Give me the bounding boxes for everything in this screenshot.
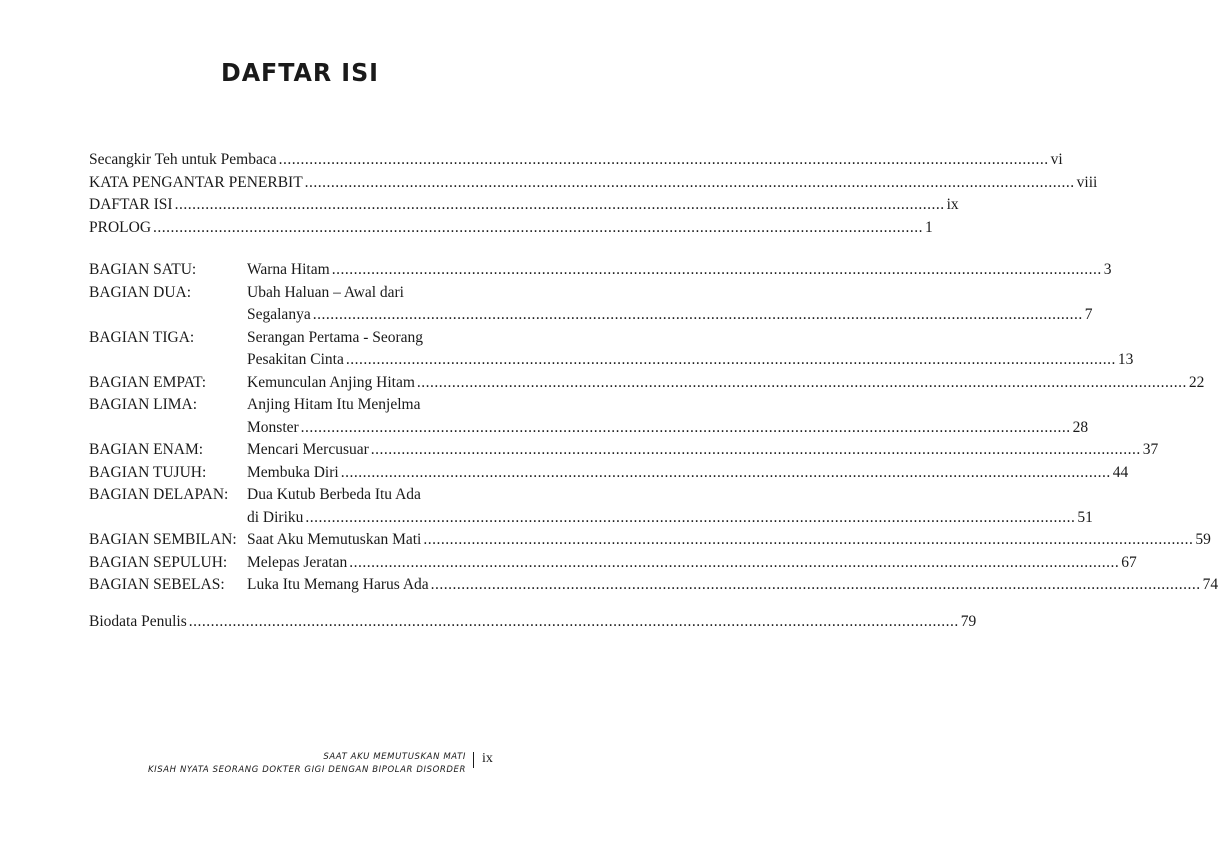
- part-number: BAGIAN DUA:: [89, 283, 192, 301]
- toc-entry[interactable]: [89, 611, 977, 634]
- part-page: 37: [1142, 441, 1159, 458]
- toc-part-entry[interactable]: [89, 372, 1205, 395]
- toc-entry-label: KATA PENGANTAR PENERBIT: [89, 173, 303, 191]
- leader-dots: [349, 552, 1119, 575]
- toc-entry-page: vi: [1050, 151, 1063, 168]
- leader-dots: [417, 372, 1187, 395]
- toc-entry-label: Secangkir Teh untuk Pembaca: [89, 151, 277, 168]
- toc-entry[interactable]: [89, 217, 933, 240]
- toc-part-entry[interactable]: [89, 327, 1134, 372]
- footer-divider: [473, 752, 474, 768]
- part-page: 51: [1077, 508, 1093, 526]
- part-number: BAGIAN ENAM:: [89, 441, 204, 458]
- toc-entry-label: PROLOG: [89, 218, 152, 236]
- leader-dots: [301, 417, 1071, 440]
- parts-list: [89, 259, 1218, 597]
- toc-part-entry[interactable]: [89, 529, 1211, 552]
- part-page: 7: [1084, 306, 1093, 323]
- part-title: Ubah Haluan – Awal dari: [247, 283, 404, 301]
- part-page: 67: [1121, 553, 1137, 571]
- leader-dots: [431, 574, 1201, 597]
- footer-subtitle: KISAH NYATA SEORANG DOKTER GIGI DENGAN BIPOLAR DISORDER: [147, 765, 466, 775]
- part-title: Saat Aku Memutuskan Mati: [247, 531, 422, 548]
- toc-entry[interactable]: [89, 194, 959, 217]
- toc-entry[interactable]: [89, 149, 1063, 172]
- leader-dots: [371, 439, 1141, 462]
- leader-dots: [305, 507, 1075, 530]
- part-page: 44: [1112, 463, 1129, 481]
- part-title-cont: di Diriku: [247, 508, 304, 526]
- part-number: BAGIAN SATU:: [89, 261, 197, 278]
- leader-dots: [279, 149, 1049, 172]
- toc-entry-label: Biodata Penulis: [89, 613, 187, 630]
- toc-part-entry[interactable]: [89, 394, 1089, 439]
- leader-dots: [189, 611, 959, 634]
- leader-dots: [332, 259, 1102, 282]
- part-number: BAGIAN TUJUH:: [89, 463, 207, 481]
- toc-entry-page: 79: [960, 613, 977, 630]
- toc-part-entry[interactable]: [89, 574, 1218, 597]
- part-title: Membuka Diri: [247, 463, 339, 481]
- toc-entry-page: viii: [1076, 173, 1098, 191]
- part-page: 13: [1117, 351, 1134, 368]
- part-title-cont: Pesakitan Cinta: [247, 351, 344, 368]
- leader-dots: [153, 217, 923, 240]
- part-number: BAGIAN EMPAT:: [89, 373, 207, 391]
- toc-entry-label: DAFTAR ISI: [89, 196, 173, 213]
- part-title-cont: Monster: [247, 418, 299, 436]
- part-number: BAGIAN DELAPAN:: [89, 486, 229, 503]
- part-number: BAGIAN SEBELAS:: [89, 576, 225, 593]
- part-page: 22: [1188, 373, 1205, 391]
- leader-dots: [346, 349, 1116, 372]
- back-matter-list: [89, 611, 977, 634]
- page-title: DAFTAR ISI: [221, 58, 379, 87]
- toc-part-entry[interactable]: [89, 439, 1159, 462]
- leader-dots: [305, 172, 1075, 195]
- toc-entry-page: 1: [925, 218, 933, 236]
- footer-book-title: SAAT AKU MEMUTUSKAN MATI: [323, 752, 466, 762]
- part-title-cont: Segalanya: [247, 306, 311, 323]
- toc-part-entry[interactable]: [89, 259, 1112, 282]
- footer-page-number: ix: [482, 751, 493, 766]
- part-title: Melepas Jeratan: [247, 553, 348, 571]
- part-page: 59: [1195, 531, 1211, 548]
- part-number: BAGIAN SEPULUH:: [89, 553, 228, 571]
- leader-dots: [175, 194, 945, 217]
- part-title: Luka Itu Memang Harus Ada: [247, 576, 429, 593]
- part-title: Dua Kutub Berbeda Itu Ada: [247, 486, 421, 503]
- leader-dots: [313, 304, 1083, 327]
- part-title: Kemunculan Anjing Hitam: [247, 373, 415, 391]
- part-page: 28: [1072, 418, 1089, 436]
- part-number: BAGIAN LIMA:: [89, 396, 198, 413]
- leader-dots: [341, 462, 1111, 485]
- part-page: 74: [1202, 576, 1218, 593]
- part-title: Serangan Pertama - Seorang: [247, 328, 424, 346]
- part-number: BAGIAN TIGA:: [89, 328, 195, 346]
- toc-part-entry[interactable]: [89, 484, 1093, 529]
- front-matter-list: [89, 149, 1098, 239]
- toc-entry-page: ix: [946, 196, 959, 213]
- part-title: Warna Hitam: [247, 261, 330, 278]
- leader-dots: [423, 529, 1193, 552]
- part-number: BAGIAN SEMBILAN:: [89, 531, 237, 548]
- toc-part-entry[interactable]: [89, 552, 1137, 575]
- part-title: Anjing Hitam Itu Menjelma: [247, 396, 421, 413]
- toc-entry[interactable]: [89, 172, 1098, 195]
- part-title: Mencari Mercusuar: [247, 441, 369, 458]
- toc-part-entry[interactable]: [89, 462, 1129, 485]
- toc-part-entry[interactable]: [89, 282, 1093, 327]
- part-page: 3: [1103, 261, 1112, 278]
